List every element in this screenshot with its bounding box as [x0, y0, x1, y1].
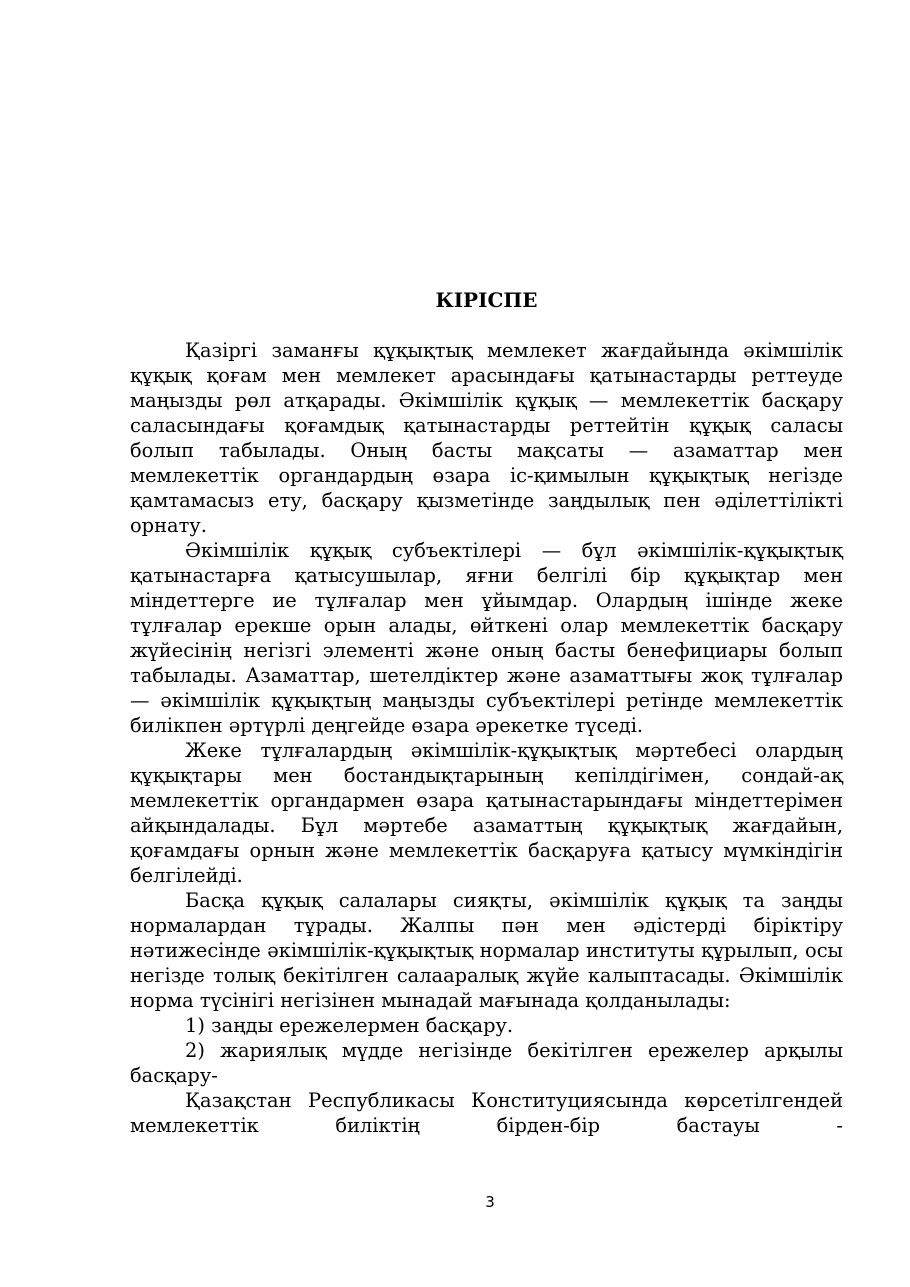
body-text [130, 338, 843, 1138]
paragraph-status: Жеке тұлғалардың әкімшілік-құқықтық мәртебесі олардың құқықтары мен бостандықтарының кепілдігімен, сондай-ақ мемлекеттік органдармен өзара қатынастарындағы міндеттерімен айқындалады. Бұл мәртебе азаматтың құқықтық жағдайын, қоғамдағы орнын және мемлекеттік басқаруға қатысу мүмкіндігін белгілейді. [130, 739, 843, 887]
list-item-2: 2) жариялық мүдде негізінде бекітілген ережелер арқылы басқару- [130, 1039, 843, 1087]
paragraph-subjects: Әкімшілік құқық субъектілері — бұл әкімшілік-құқықтық қатынастарға қатысушылар, яғни белгілі бір құқықтар мен міндеттерге ие тұлғалар мен ұйымдар. Олардың ішінде жеке тұлғалар ерекше орын алады, өйткені олар мемлекеттік басқару жүйесінің негізгі элементі және оның басты бенефициары болып табылады. Азаматтар, шетелдіктер және азаматтығы жоқ тұлғалар — әкімшілік құқықтың маңызды субъектілері ретінде мемлекеттік билікпен әртүрлі деңгейде өзара әрекетке түседі. [130, 539, 843, 737]
paragraph-constitution: Қазақстан Республикасы Конституциясында көрсетілгендей мемлекеттік биліктің бірден-бір бастауы - [130, 1089, 843, 1137]
paragraph-norms: Басқа құқық салалары сияқты, әкімшілік құқық та заңды нормалардан тұрады. Жалпы пән мен әдістерді біріктіру нәтижесінде әкімшілік-құқықтық нормалар институты құрылып, осы негізде толық бекітілген салааралық жүйе калыптасады. Әкімшілік норма түсінігі негізінен мынадай мағынада қолданылады: [130, 889, 843, 1012]
paragraph-intro: Қазіргі заманғы құқықтық мемлекет жағдайында әкімшілік құқық қоғам мен мемлекет арасындағы қатынастарды реттеуде маңызды рөл атқарады. Әкімшілік құқық — мемлекеттік басқару саласындағы қоғамдық қатынастарды реттейтін құқық саласы болып табылады. Оның басты мақсаты — азаматтар мен мемлекеттік органдардың өзара іс-қимылын құқықтық негізде қамтамасыз ету, басқару қызметінде заңдылық пен әділеттілікті орнату. [130, 339, 843, 537]
page-number: 3 [485, 1193, 495, 1211]
section-title: КІРІСПЕ [435, 288, 538, 312]
list-item-1: 1) заңды ережелермен басқару. [185, 1014, 514, 1037]
